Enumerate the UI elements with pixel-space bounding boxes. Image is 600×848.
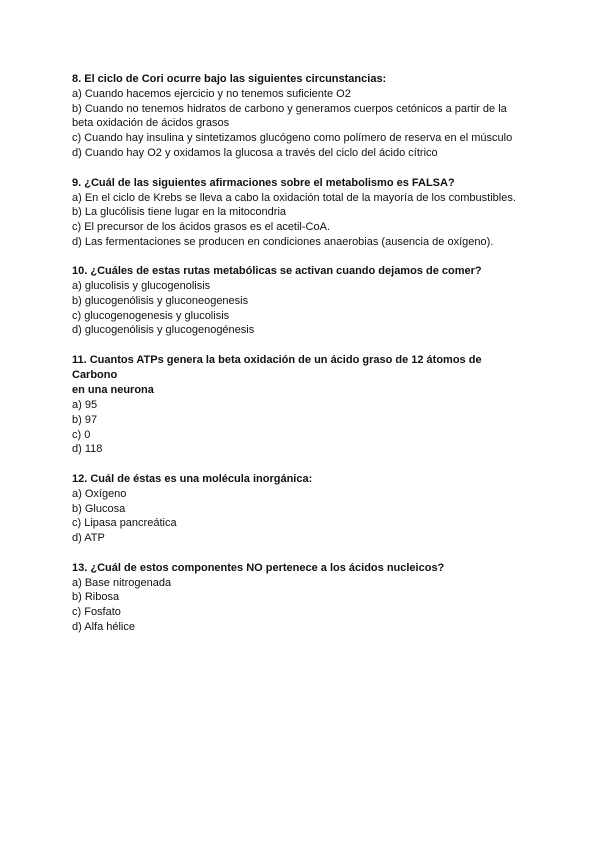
option-d: d) 118 bbox=[72, 443, 103, 456]
option-b: b) Ribosa bbox=[72, 591, 120, 604]
option-c: c) El precursor de los ácidos grasos es el acetil-CoA. bbox=[72, 220, 330, 233]
option-b: b) Glucosa bbox=[72, 502, 126, 515]
question-12 bbox=[72, 472, 528, 546]
option-a: a) 95 bbox=[72, 399, 98, 412]
question-title-line: en una neurona bbox=[72, 384, 154, 397]
option-b: b) 97 bbox=[72, 413, 98, 426]
question-8 bbox=[72, 72, 528, 161]
question-10 bbox=[72, 264, 528, 338]
question-title bbox=[72, 72, 528, 87]
question-title-line: 10. ¿Cuáles de estas rutas metabólicas se activan cuando dejamos de comer? bbox=[72, 265, 482, 278]
question-title bbox=[72, 561, 528, 576]
option-a: a) En el ciclo de Krebs se lleva a cabo la oxidación total de la mayoría de los combustibles. bbox=[72, 191, 516, 204]
options-list bbox=[72, 576, 528, 635]
question-title bbox=[72, 264, 528, 279]
option-d: d) Las fermentaciones se producen en condiciones anaerobias (ausencia de oxígeno). bbox=[72, 235, 494, 248]
question-9 bbox=[72, 176, 528, 250]
option-c: c) Lipasa pancreática bbox=[72, 517, 177, 530]
question-title-line: 9. ¿Cuál de las siguientes afirmaciones sobre el metabolismo es FALSA? bbox=[72, 176, 455, 189]
question-title bbox=[72, 472, 528, 487]
option-d: d) ATP bbox=[72, 532, 105, 545]
question-title-line: 8. El ciclo de Cori ocurre bajo las siguientes circunstancias: bbox=[72, 73, 387, 85]
option-c: c) glucogenogenesis y glucolisis bbox=[72, 309, 230, 322]
option-d: d) glucogenólisis y glucogenogénesis bbox=[72, 324, 255, 337]
option-a: a) Cuando hacemos ejercicio y no tenemos suficiente O2 bbox=[72, 88, 351, 100]
option-c: c) Fosfato bbox=[72, 606, 121, 619]
option-c: c) Cuando hay insulina y sintetizamos glucógeno como polímero de reserva en el músculo bbox=[72, 132, 513, 145]
question-title-line: Carbono bbox=[72, 369, 118, 382]
question-title bbox=[72, 353, 528, 398]
question-title-line: 12. Cuál de éstas es una molécula inorgánica: bbox=[72, 472, 313, 485]
question-title-line: 11. Cuantos ATPs genera la beta oxidación de un ácido graso de 12 átomos de bbox=[72, 354, 482, 367]
option-b: b) glucogenólisis y gluconeogenesis bbox=[72, 295, 249, 308]
option-a: a) Oxígeno bbox=[72, 487, 127, 500]
options-list bbox=[72, 87, 528, 161]
question-title bbox=[72, 176, 528, 191]
option-c: c) 0 bbox=[72, 428, 91, 441]
option-b-continuation: beta oxidación de ácidos grasos bbox=[72, 117, 230, 130]
option-d: d) Cuando hay O2 y oxidamos la glucosa a través del ciclo del ácido cítrico bbox=[72, 146, 438, 159]
options-list bbox=[72, 279, 528, 338]
options-list bbox=[72, 191, 528, 250]
question-13 bbox=[72, 561, 528, 635]
option-a: a) glucolisis y glucogenolisis bbox=[72, 280, 211, 293]
options-list bbox=[72, 487, 528, 546]
options-list bbox=[72, 398, 528, 457]
question-11 bbox=[72, 353, 528, 457]
option-b: b) Cuando no tenemos hidratos de carbono y generamos cuerpos cetónicos a partir de la bbox=[72, 102, 507, 115]
question-title-line: 13. ¿Cuál de estos componentes NO pertenece a los ácidos nucleicos? bbox=[72, 561, 445, 574]
exam-page bbox=[72, 72, 528, 650]
option-d: d) Alfa hélice bbox=[72, 620, 135, 633]
option-a: a) Base nitrogenada bbox=[72, 576, 172, 589]
option-b: b) La glucólisis tiene lugar en la mitocondria bbox=[72, 206, 287, 219]
